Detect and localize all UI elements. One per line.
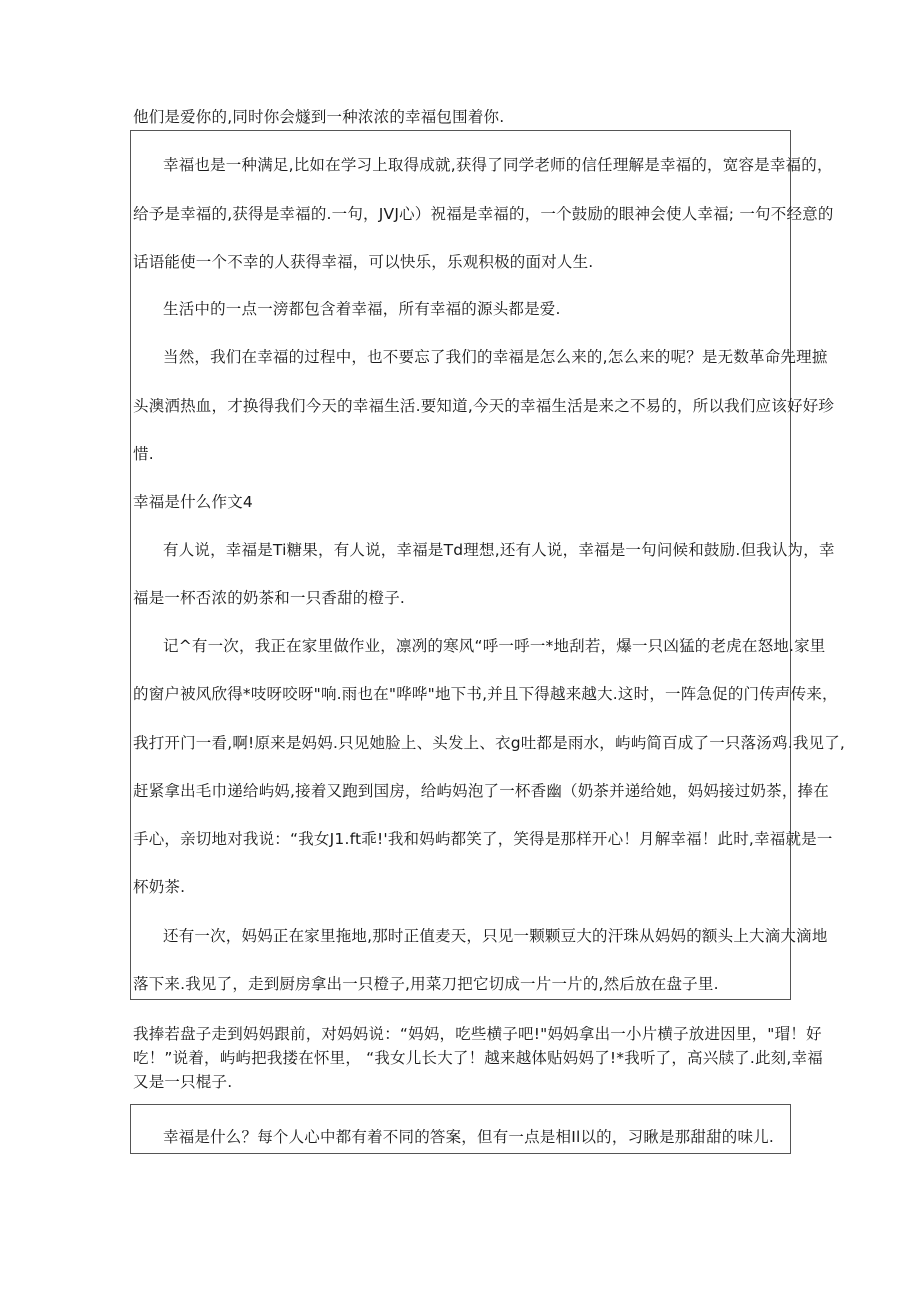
paragraph-1-line-3: 话语能使一个不幸的人获得幸福，可以快乐，乐观积极的面对人生. — [133, 253, 594, 271]
paragraph-6-line-1: 还有一次，妈妈正在家里拖地,那时正值麦天，只见一颗颗豆大的汗珠从妈妈的额头上大滴大滴地 — [163, 927, 828, 945]
paragraph-1-line-1: 幸福也是一种满足,比如在学习上取得成就,获得了同学老师的信任理解是幸福的，宽容是幸福的， — [163, 156, 833, 174]
paragraph-5-line-1: 记^有一次，我正在家里做作业，凛冽的寒风“呼一呼一*地刮若，爆一只凶猛的老虎在怒地.家里 — [163, 637, 826, 655]
closing-line: 幸福是什么？每个人心中都有着不同的答案，但有一点是相Il以的，习瞅是那甜甜的味儿. — [163, 1128, 775, 1146]
section-heading: 幸福是什么作文4 — [133, 493, 253, 511]
paragraph-4-line-1: 有人说，幸福是Ti糖果，有人说，幸福是Td理想,还有人说，幸福是一句问候和鼓励.但我认为，幸 — [163, 541, 835, 559]
paragraph-3-line-3: 惜. — [133, 445, 154, 463]
paragraph-6-line-2: 落下来.我见了，走到厨房拿出一只橙子,用菜刀把它切成一片一片的,然后放在盘子里. — [133, 975, 719, 993]
paragraph-2-line-1: 生活中的一点一滂都包含着幸福，所有幸福的源头都是爱. — [163, 300, 561, 318]
paragraph-5-line-2: 的窗户被风欣得*吱呀咬呀"响.雨也在"哗哗"地下书,并且下得越来越大.这时，一阵急促的门传声传来， — [133, 685, 838, 703]
intro-line: 他们是爱你的,同时你会燧到一种浓浓的幸福包围着你. — [133, 108, 505, 126]
middle-line-2: 吃！”说着，屿屿把我搂在怀里， “我女儿长大了！越来越体贴妈妈了!*我听了，高兴牍了.此刻,幸福 — [133, 1049, 823, 1067]
paragraph-5-line-6: 杯奶茶. — [133, 878, 186, 896]
paragraph-5-line-5: 手心，亲切地对我说：“我女J1.ft乖!'我和妈屿都笑了，笑得是那样开心！月解幸福！此时,幸福就是一 — [133, 830, 833, 848]
paragraph-1-line-2: 给予是幸福的,获得是幸福的.一句，JVJ心）祝福是幸福的，一个鼓励的眼神会使人幸福; 一句不经意的 — [133, 205, 834, 223]
middle-line-1: 我捧若盘子走到妈妈跟前，对妈妈说：“妈妈，吃些横子吧!"妈妈拿出一小片横子放进因里，"瑁！好 — [133, 1025, 822, 1043]
paragraph-5-line-4: 赶紧拿出毛巾递给屿妈,接着又跑到国房，给屿妈泡了一杯香幽（奶茶并递给她，妈妈接过奶茶，捧在 — [133, 782, 829, 800]
paragraph-4-line-2: 福是一杯否浓的奶茶和一只香甜的橙子. — [133, 589, 406, 607]
middle-line-3: 又是一只棍子. — [133, 1073, 233, 1091]
paragraph-3-line-1: 当然，我们在幸福的过程中，也不要忘了我们的幸福是怎么来的,怎么来的呢？是无数革命先理摭 — [163, 348, 828, 366]
paragraph-5-line-3: 我打开门一看,啊!原来是妈妈.只见她脸上、头发上、衣g吐都是雨水，屿屿简百成了一只落汤鸡.我见了, — [133, 734, 846, 752]
paragraph-3-line-2: 头澳洒热血，才换得我们今天的幸福生活.要知道,今天的幸福生活是来之不易的，所以我们应该好好珍 — [133, 397, 835, 415]
